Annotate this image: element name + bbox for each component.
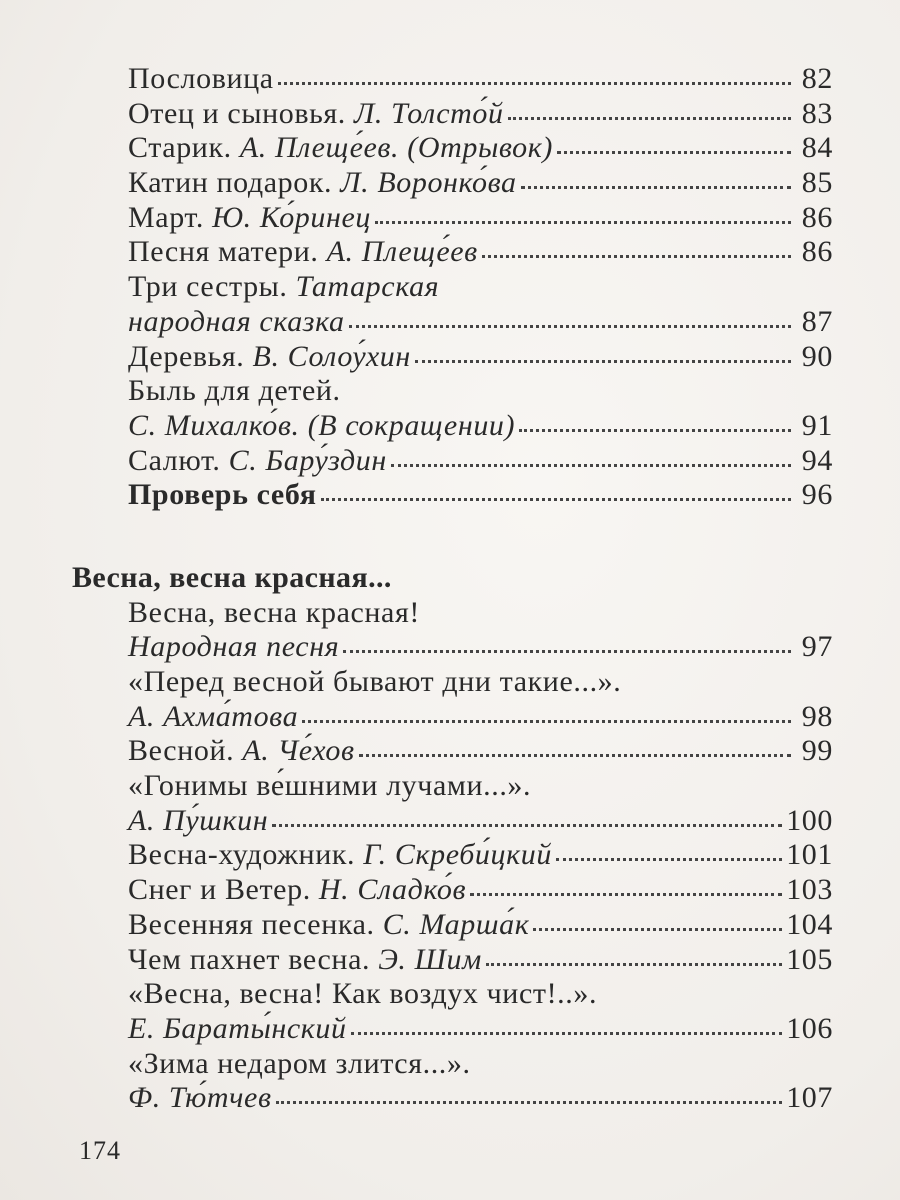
entry-title: «Гонимы ве́шними лучами...». <box>128 769 532 803</box>
entry-author: Л. Толсто́й <box>353 96 504 130</box>
entry-title: Весной. <box>128 734 243 768</box>
toc-entry <box>128 97 833 132</box>
toc-entry <box>128 340 833 375</box>
page-ref: 98 <box>801 699 833 733</box>
dot-leader <box>470 893 782 896</box>
entry-title: «Перед весной бывают дни такие...». <box>128 665 622 698</box>
page-ref: 94 <box>801 443 833 477</box>
dot-leader <box>349 325 791 328</box>
entry-title: Весна-художник. <box>128 838 364 872</box>
toc-entry <box>128 131 833 166</box>
dot-leader <box>521 186 791 189</box>
entry-title: Деревья. <box>128 339 253 373</box>
dot-leader <box>486 963 782 966</box>
dot-leader <box>391 464 791 467</box>
dot-leader <box>415 360 791 363</box>
dot-leader <box>278 82 791 85</box>
dot-leader <box>482 255 791 258</box>
dot-leader <box>276 1101 783 1104</box>
toc-entry <box>128 166 833 201</box>
entry-author: Л. Воронко́ва <box>340 166 517 200</box>
entry-title: Старик. <box>128 131 240 165</box>
entry-author: А. Ахма́това <box>128 699 299 733</box>
entry-title: Снег и Ветер. <box>128 873 319 907</box>
toc-entry <box>128 873 833 908</box>
toc-entry-line2 <box>128 700 833 735</box>
toc-entry-line1 <box>128 270 833 305</box>
page-ref: 101 <box>786 838 833 872</box>
page-ref: 91 <box>801 408 833 442</box>
table-of-contents <box>72 62 833 1116</box>
page-ref: 105 <box>786 942 833 976</box>
entry-author: А. Че́хов <box>242 734 355 768</box>
entry-title: Весенняя песенка. <box>128 907 383 941</box>
entry-author: С. Марша́к <box>382 907 530 941</box>
toc-entry-line2 <box>128 1012 833 1047</box>
dot-leader <box>519 429 791 432</box>
toc-entry-line2 <box>128 305 833 340</box>
entry-author: народная сказка <box>128 304 345 338</box>
toc-entry-line1 <box>128 596 833 631</box>
dot-leader <box>375 221 791 224</box>
entry-author: Э. Шим <box>378 942 482 976</box>
entry-author: В. Солоу́хин <box>252 339 411 373</box>
page-ref: 103 <box>786 873 833 907</box>
entry-author: Ю. Ко́ринец <box>212 200 372 234</box>
page-ref: 99 <box>801 734 833 768</box>
page-ref: 96 <box>801 478 833 512</box>
page-ref: 97 <box>801 630 833 664</box>
entry-title: «Зима недаром злится...». <box>128 1046 471 1080</box>
page-ref: 100 <box>786 803 833 837</box>
toc-entry <box>128 235 833 270</box>
entry-title: Катин подарок. <box>128 166 341 200</box>
entry-title: Три сестры. <box>128 270 296 304</box>
entry-title: Чем пахнет весна. <box>128 942 379 976</box>
toc-entry <box>128 62 833 97</box>
toc-entry <box>128 734 833 769</box>
toc-entry <box>128 943 833 978</box>
page-ref: 82 <box>801 62 833 95</box>
entry-title: Пословица <box>128 62 274 95</box>
dot-leader <box>302 720 791 723</box>
toc-entry-line1 <box>128 1047 833 1082</box>
entry-author: Г. Скреби́цкий <box>363 838 552 872</box>
entry-author: С. Михалко́в. (В сокращении) <box>128 408 516 442</box>
entry-title: «Весна, весна! Как воздух чист!..». <box>128 977 598 1011</box>
page-ref: 90 <box>801 339 833 373</box>
toc-entry-line1 <box>128 977 833 1012</box>
toc-entry-line2 <box>128 409 833 444</box>
entry-author: А. Пу́шкин <box>128 803 269 837</box>
page-ref: 86 <box>801 200 833 234</box>
dot-leader <box>351 1032 783 1035</box>
entry-author: С. Бару́здин <box>228 443 387 477</box>
dot-leader <box>508 117 791 120</box>
dot-leader <box>533 928 782 931</box>
entry-title: Отец и сыновья. <box>128 96 354 130</box>
entry-title: Март. <box>128 200 213 234</box>
page-ref: 87 <box>801 304 833 338</box>
check-yourself-label: Проверь себя <box>128 478 317 512</box>
toc-entry <box>128 838 833 873</box>
page-ref: 83 <box>801 96 833 130</box>
entry-title: Салют. <box>128 443 229 477</box>
entry-title: Песня матери. <box>128 235 327 269</box>
toc-entry-line1 <box>128 374 833 409</box>
toc-entry-check <box>128 478 833 513</box>
dot-leader <box>321 498 791 501</box>
page-ref: 106 <box>786 1011 833 1045</box>
toc-entry <box>128 908 833 943</box>
toc-entry <box>128 444 833 479</box>
dot-leader <box>272 824 782 827</box>
toc-entry-line1 <box>128 769 833 804</box>
page-ref: 84 <box>801 131 833 165</box>
entry-author: Ф. Тю́тчев <box>128 1081 272 1115</box>
dot-leader <box>359 754 791 757</box>
dot-leader <box>556 858 782 861</box>
entry-author: Татарская <box>295 270 440 304</box>
page-ref: 85 <box>801 166 833 200</box>
section-title: Весна, весна красная... <box>72 560 392 594</box>
toc-entry-line1 <box>128 665 833 700</box>
entry-author: Е. Бараты́нский <box>128 1011 347 1045</box>
dot-leader <box>343 650 791 653</box>
entry-author: А. Плеще́ев <box>326 235 478 269</box>
entry-author: А. Плеще́ев. (Отрывок) <box>239 131 553 165</box>
toc-entry-line2 <box>128 630 833 665</box>
toc-entry <box>128 201 833 236</box>
entry-author: Народная песня <box>128 630 340 664</box>
page-ref: 86 <box>801 235 833 269</box>
entry-title: Весна, весна красная! <box>128 595 420 629</box>
page-number: 174 <box>79 1136 121 1165</box>
toc-entry-line2 <box>128 804 833 839</box>
toc-entry-line2 <box>128 1081 833 1116</box>
dot-leader <box>557 151 791 154</box>
page-ref: 104 <box>786 907 833 941</box>
entry-title: Быль для детей. <box>128 374 341 408</box>
page-ref: 107 <box>786 1081 833 1115</box>
entry-author: Н. Сладко́в <box>318 873 467 907</box>
